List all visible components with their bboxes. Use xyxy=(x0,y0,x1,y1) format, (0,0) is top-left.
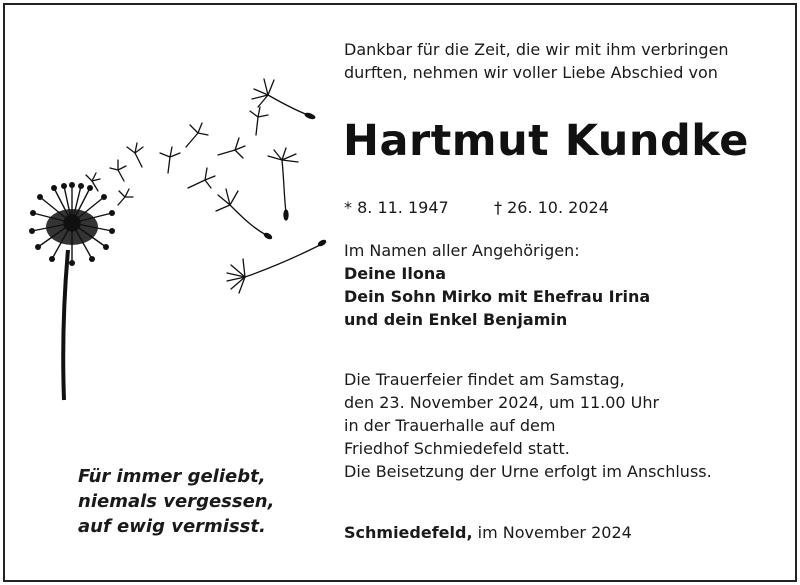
death-date: † 26. 10. 2024 xyxy=(494,198,609,217)
dandelion-icon xyxy=(20,55,340,410)
intro-line: durften, nehmen wir voller Liebe Abschied von xyxy=(344,63,718,82)
date-text: im November 2024 xyxy=(477,523,632,542)
place-date xyxy=(344,521,784,544)
service-line: Die Trauerfeier findet am Samstag, xyxy=(344,370,625,389)
service-line: den 23. November 2024, um 11.00 Uhr xyxy=(344,393,660,412)
service-line: Friedhof Schmiedefeld statt. xyxy=(344,439,570,458)
intro-line: Dankbar für die Zeit, die wir mit ihm verbringen xyxy=(344,40,729,59)
deceased-name: Hartmut Kundke xyxy=(343,116,749,166)
motto-line: auf ewig vermisst. xyxy=(78,516,266,537)
mourner-name: Deine Ilona xyxy=(344,264,447,283)
mourner-name: Dein Sohn Mirko mit Ehefrau Irina xyxy=(344,287,651,306)
motto-line: niemals vergessen, xyxy=(78,491,275,512)
motto-line: Für immer geliebt, xyxy=(78,466,266,487)
motto xyxy=(78,464,274,539)
service-line: Die Beisetzung der Urne erfolgt im Anschluss. xyxy=(344,462,712,481)
place: Schmiedefeld, xyxy=(344,523,473,542)
service-info xyxy=(344,368,784,483)
service-line: in der Trauerhalle auf dem xyxy=(344,416,556,435)
mourner-name: und dein Enkel Benjamin xyxy=(344,310,568,329)
mourners-lead: Im Namen aller Angehörigen: xyxy=(344,241,580,260)
intro-text xyxy=(344,38,784,84)
mourners-block xyxy=(344,239,784,331)
birth-date: * 8. 11. 1947 xyxy=(344,198,449,217)
